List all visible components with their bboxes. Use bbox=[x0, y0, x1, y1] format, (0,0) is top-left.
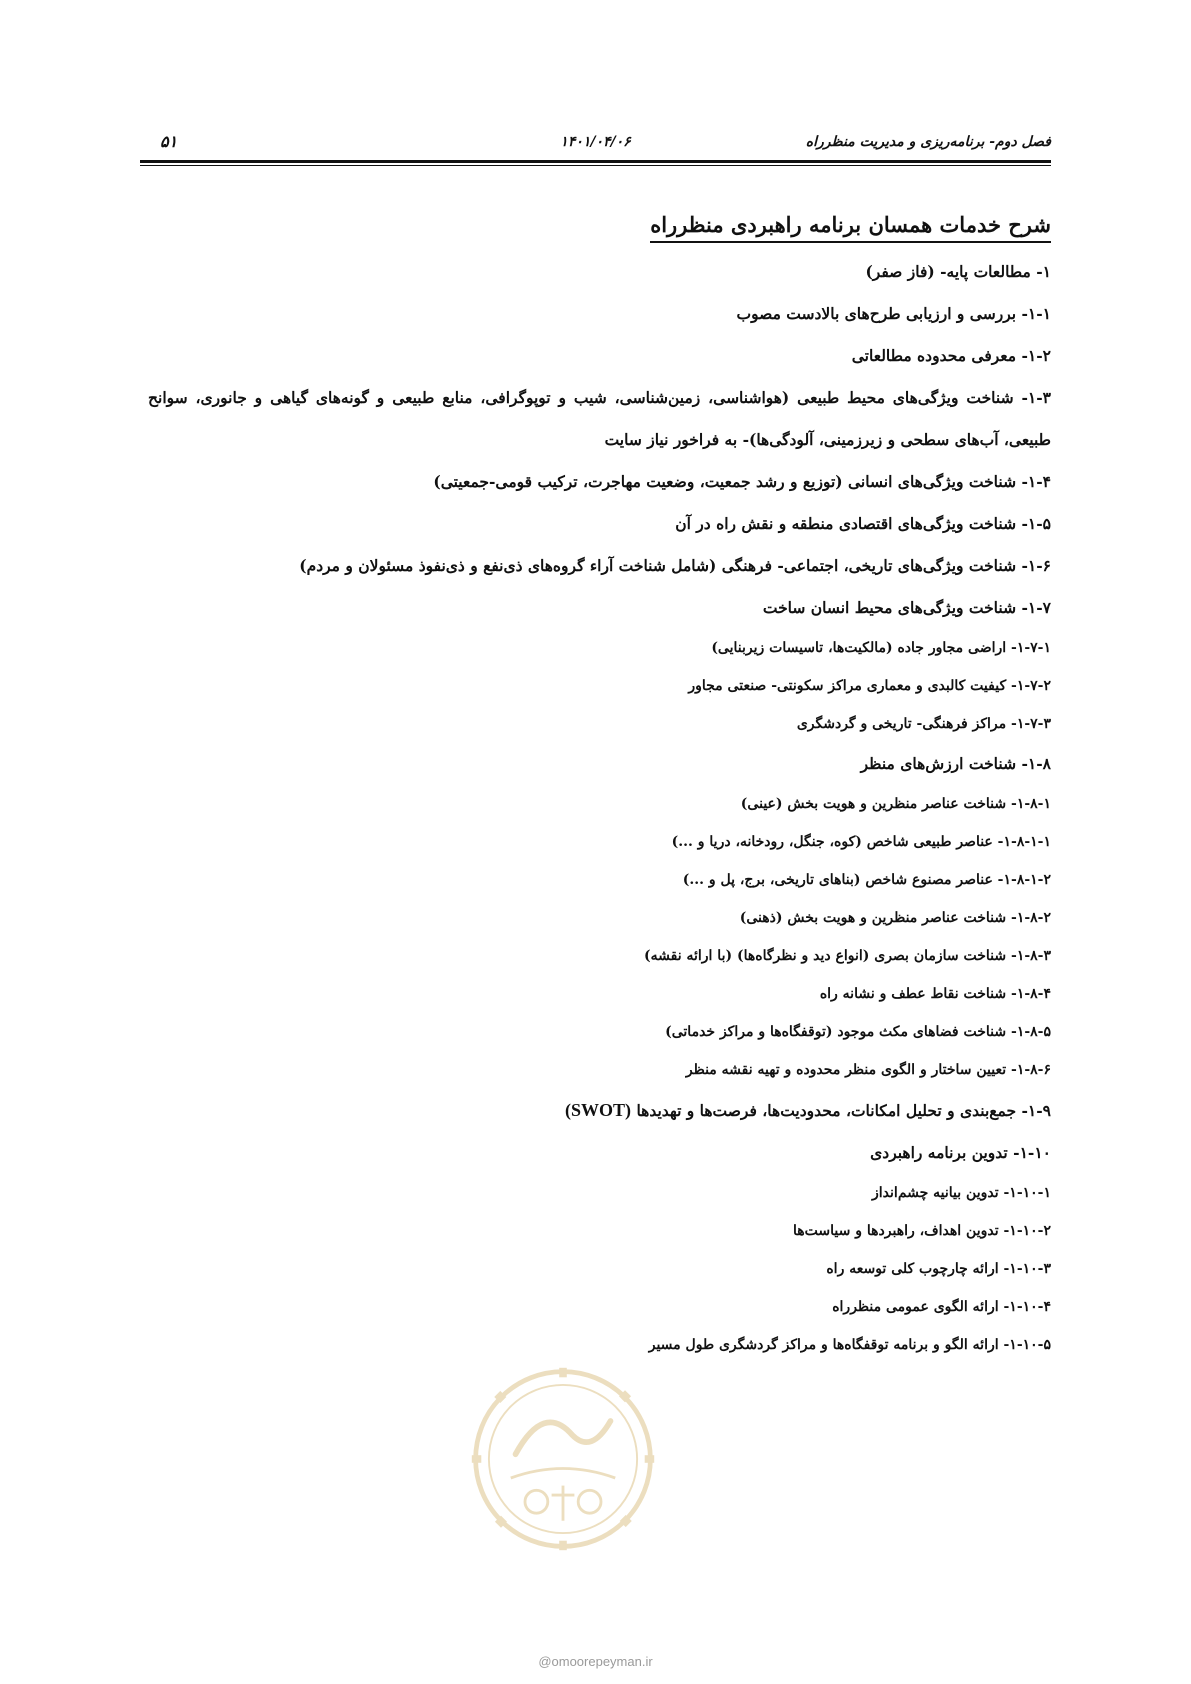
outline-item bbox=[148, 335, 1051, 377]
seal-watermark-icon bbox=[468, 1364, 658, 1554]
page-title: شرح خدمات همسان برنامه راهبردی منظرراه bbox=[650, 212, 1051, 243]
outline-list bbox=[148, 251, 1051, 1364]
outline-item-text: ۱-۷-۳- مراکز فرهنگی- تاریخی و گردشگری bbox=[796, 716, 1051, 732]
outline-item bbox=[148, 937, 1051, 975]
outline-item-text: ۱-۱۰-۴- ارائه الگوی عمومی منظرراه bbox=[832, 1299, 1051, 1315]
outline-item bbox=[148, 629, 1051, 667]
outline-item bbox=[148, 823, 1051, 861]
outline-item-text: ۱-۱۰-۱- تدوین بیانیه چشم‌انداز bbox=[872, 1185, 1051, 1201]
outline-item bbox=[148, 1132, 1051, 1174]
outline-item bbox=[148, 545, 1051, 587]
outline-item-text: ۱-۹- جمع‌بندی و تحلیل امکانات، محدودیت‌ها، فرصت‌ها و تهدیدها bbox=[636, 1101, 1051, 1120]
outline-item bbox=[148, 1326, 1051, 1364]
page-number: ۵۱ bbox=[160, 132, 178, 151]
outline-item bbox=[148, 861, 1051, 899]
outline-item bbox=[148, 377, 1051, 461]
outline-item bbox=[148, 1250, 1051, 1288]
outline-item-text: ۱-۸-۲- شناخت عناصر منظرین و هویت بخش (ذهنی) bbox=[739, 910, 1051, 926]
outline-item-text: ۱-۷-۲- کیفیت کالبدی و معماری مراکز سکونتی- صنعتی مجاور bbox=[688, 678, 1051, 694]
watermark-url: @omoorepeyman.ir bbox=[538, 1654, 653, 1669]
outline-item bbox=[148, 705, 1051, 743]
outline-item-text: ۱-۷- شناخت ویژگی‌های محیط انسان ساخت bbox=[762, 598, 1051, 617]
outline-item-text: ۱-۳- شناخت ویژگی‌های محیط طبیعی (هواشناسی، زمین‌شناسی، شیب و توپوگرافی، منابع طبیعی و گونه‌های گیاهی و جانوری، سوانح طبیعی، آب‌های سطحی و زیرزمینی، آلودگی‌ها)- به فراخور نیاز سایت bbox=[148, 388, 1051, 449]
running-header bbox=[140, 128, 1051, 156]
outline-item bbox=[148, 1089, 1051, 1132]
outline-item-text: ۱-۸-۱-۲- عناصر مصنوع شاخص (بناهای تاریخی، برج، پل و ...) bbox=[682, 872, 1051, 888]
document-body bbox=[148, 212, 1051, 1364]
outline-item bbox=[148, 293, 1051, 335]
outline-item-text: ۱-۸-۶- تعیین ساختار و الگوی منظر محدوده و تهیه نقشه منظر bbox=[685, 1062, 1051, 1078]
outline-item bbox=[148, 743, 1051, 785]
outline-item-text: ۱-۸-۵- شناخت فضاهای مکث موجود (توقفگاه‌ها و مراکز خدماتی) bbox=[665, 1024, 1051, 1040]
outline-item bbox=[148, 251, 1051, 293]
outline-item bbox=[148, 785, 1051, 823]
outline-item bbox=[148, 503, 1051, 545]
outline-item-text: ۱-۸-۱-۱- عناصر طبیعی شاخص (کوه، جنگل، رودخانه، دریا و ...) bbox=[671, 834, 1051, 850]
outline-item bbox=[148, 461, 1051, 503]
outline-item-text: ۱-۱۰-۳- ارائه چارچوب کلی توسعه راه bbox=[826, 1261, 1051, 1277]
outline-item bbox=[148, 899, 1051, 937]
outline-item-text: ۱-۴- شناخت ویژگی‌های انسانی (توزیع و رشد جمعیت، وضعیت مهاجرت، ترکیب قومی-جمعیتی) bbox=[433, 472, 1051, 491]
outline-item bbox=[148, 1051, 1051, 1089]
outline-item-text: ۱- مطالعات پایه- (فاز صفر) bbox=[865, 262, 1051, 281]
outline-item bbox=[148, 587, 1051, 629]
outline-item bbox=[148, 975, 1051, 1013]
outline-item-text: ۱-۲- معرفی محدوده مطالعاتی bbox=[851, 346, 1051, 365]
outline-item-text: ۱-۱۰-۲- تدوین اهداف، راهبردها و سیاست‌ها bbox=[793, 1223, 1051, 1239]
outline-item-text: ۱-۸-۴- شناخت نقاط عطف و نشانه راه bbox=[819, 986, 1051, 1002]
outline-item-text: ۱-۸- شناخت ارزش‌های منظر bbox=[860, 754, 1051, 773]
outline-item bbox=[148, 1013, 1051, 1051]
outline-item-text: ۱-۱- بررسی و ارزیابی طرح‌های بالادست مصوب bbox=[736, 304, 1051, 323]
outline-item-text: ۱-۱۰-۵- ارائه الگو و برنامه توقفگاه‌ها و مراکز گردشگری طول مسیر bbox=[648, 1337, 1051, 1353]
outline-item-text: ۱-۱۰- تدوین برنامه راهبردی bbox=[870, 1143, 1051, 1162]
header-date: ۱۴۰۱/۰۴/۰۶ bbox=[560, 134, 631, 150]
outline-item bbox=[148, 1288, 1051, 1326]
chapter-title: فصل دوم- برنامه‌ریزی و مدیریت منظرراه bbox=[805, 134, 1051, 150]
outline-item-text: ۱-۶- شناخت ویژگی‌های تاریخی، اجتماعی- فرهنگی (شامل شناخت آراء گروه‌های ذی‌نفع و ذی‌نفوذ مسئولان و مردم) bbox=[299, 556, 1051, 575]
outline-item bbox=[148, 1212, 1051, 1250]
outline-item-text: ۱-۸-۳- شناخت سازمان بصری (انواع دید و نظرگاه‌ها) (با ارائه نقشه) bbox=[644, 948, 1051, 964]
swot-label: (SWOT) bbox=[565, 1100, 632, 1120]
outline-item-text: ۱-۷-۱- اراضی مجاور جاده (مالکیت‌ها، تاسیسات زیربنایی) bbox=[711, 640, 1051, 656]
outline-item bbox=[148, 667, 1051, 705]
header-rule bbox=[140, 160, 1051, 163]
outline-item bbox=[148, 1174, 1051, 1212]
header-rule-thin bbox=[140, 165, 1051, 166]
outline-item-text: ۱-۵- شناخت ویژگی‌های اقتصادی منطقه و نقش راه در آن bbox=[675, 514, 1051, 533]
outline-item-text: ۱-۸-۱- شناخت عناصر منظرین و هویت بخش (عینی) bbox=[740, 796, 1051, 812]
